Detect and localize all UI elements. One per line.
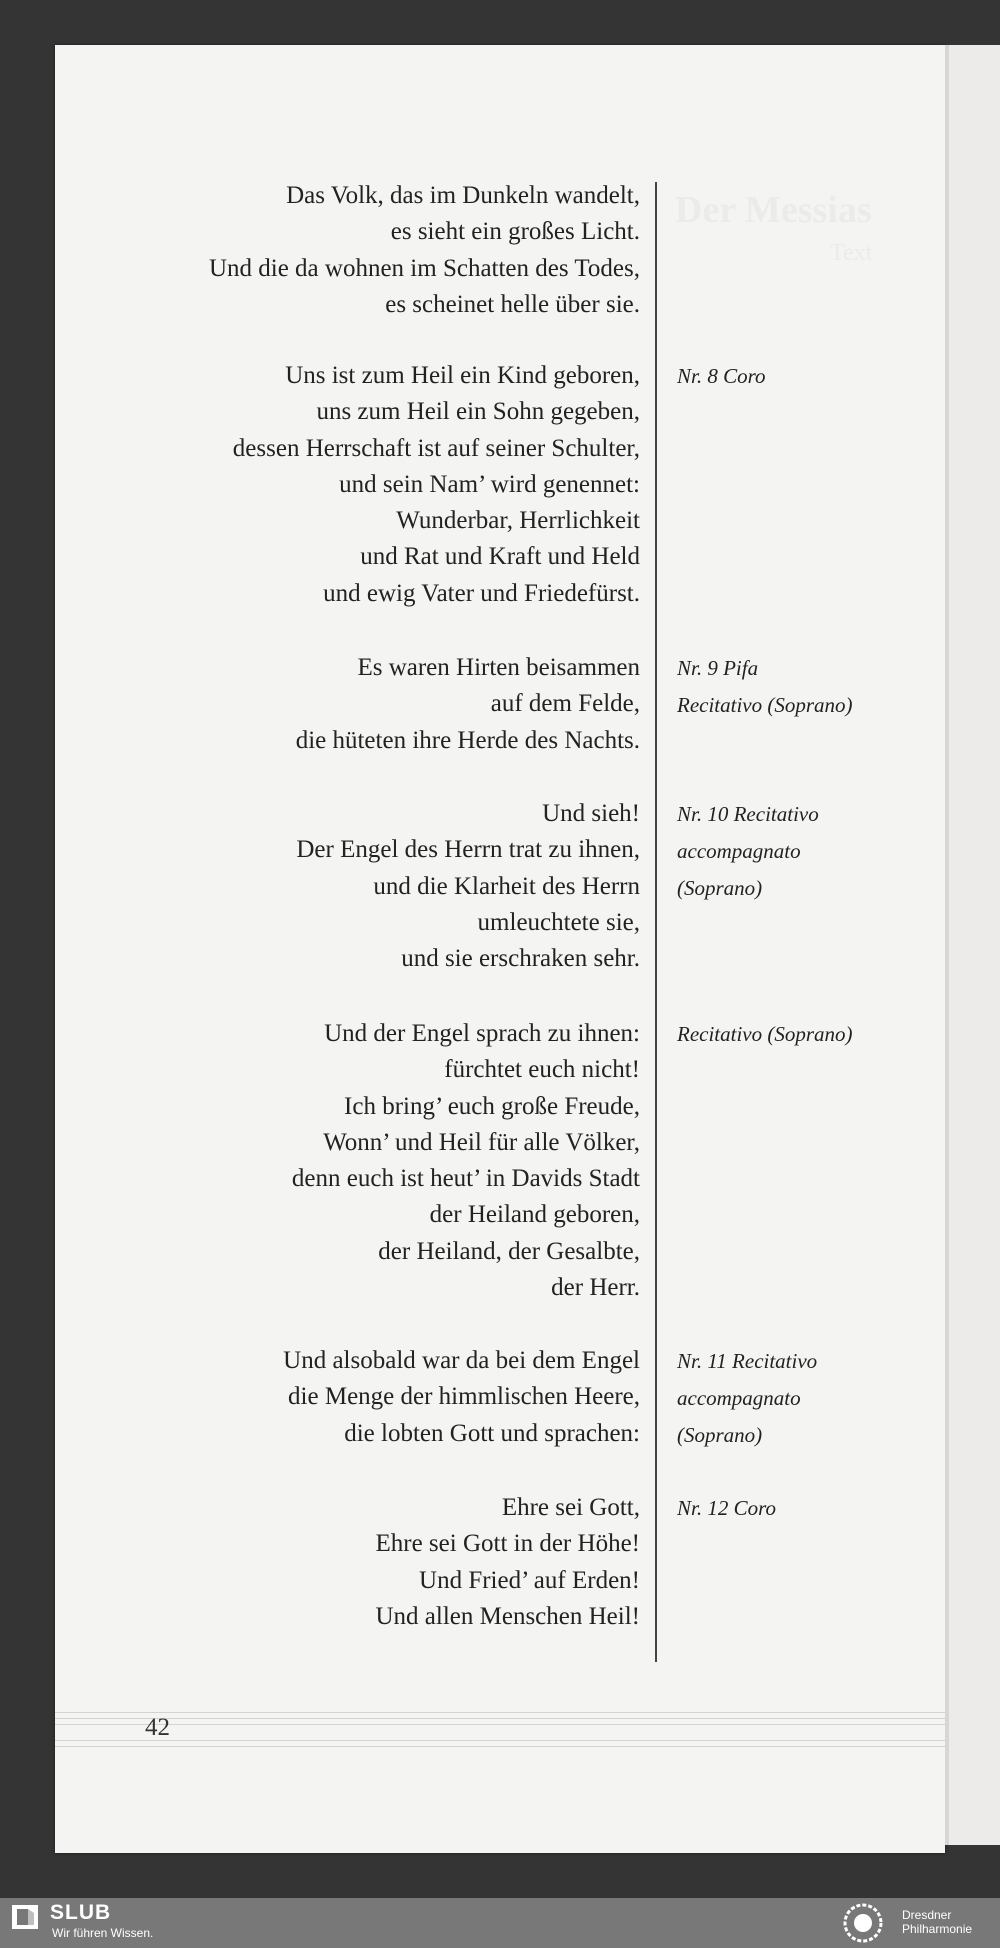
staff-line [55, 1746, 945, 1747]
adjacent-page-edge [945, 45, 1000, 1845]
stanza-4 [120, 796, 640, 977]
lyric-line: und Rat und Kraft und Held [360, 543, 640, 571]
column-divider [655, 182, 657, 1662]
lyric-line: Ehre sei Gott in der Höhe! [375, 1530, 640, 1558]
lyric-line: Wunderbar, Herrlichkeit [396, 507, 640, 535]
lyric-line: es scheinet helle über sie. [385, 290, 640, 318]
lyric-line: Ich bring’ euch große Freude, [344, 1092, 640, 1120]
annotation-line: (Soprano) [677, 876, 763, 900]
slub-logo-icon [12, 1905, 38, 1929]
annotation-line: Recitativo (Soprano) [677, 1022, 853, 1046]
philharmonie-text [902, 1908, 972, 1936]
annotation-nr9 [677, 650, 907, 724]
lyric-line: Der Engel des Herrn trat zu ihnen, [296, 836, 640, 864]
lyric-line: der Herr. [551, 1274, 640, 1302]
annotation-nr11 [677, 1343, 907, 1454]
lyric-line: und sie erschraken sehr. [401, 945, 640, 973]
lyric-line: die hüteten ihre Herde des Nachts. [295, 726, 640, 754]
staff-line [55, 1740, 945, 1741]
page-fold [945, 45, 949, 1845]
annotation-nr8 [677, 358, 907, 395]
philharmonie-logo-icon [843, 1903, 883, 1943]
annotation-line: Nr. 11 Recitativo [677, 1349, 818, 1373]
lyric-line: Und alsobald war da bei dem Engel [283, 1347, 640, 1374]
staff-line [55, 1718, 945, 1719]
lyric-line: Wonn’ und Heil für alle Völker, [323, 1128, 640, 1156]
philharmonie-line-2: Philharmonie [902, 1922, 973, 1936]
philharmonie-line-1: Dresdner [902, 1908, 952, 1922]
lyric-line: und sein Nam’ wird genennet: [339, 470, 640, 498]
bleed-through-title: Der Messias [675, 189, 872, 231]
lyric-line: uns zum Heil ein Sohn gegeben, [316, 398, 640, 426]
annotation-line: accompagnato [677, 839, 801, 863]
lyric-line: Und der Engel sprach zu ihnen: [324, 1020, 640, 1047]
stanza-2 [120, 358, 640, 612]
stanza-3 [120, 650, 640, 759]
lyric-line: Und die da wohnen im Schatten des Todes, [208, 254, 640, 282]
lyric-line: Uns ist zum Heil ein Kind geboren, [285, 362, 640, 389]
stanza-5 [120, 1016, 640, 1306]
annotation-nr10 [677, 796, 907, 907]
stanza-7 [120, 1490, 640, 1635]
staff-line [55, 1712, 945, 1713]
slub-slogan: Wir führen Wissen. [52, 1926, 154, 1940]
lyric-line: umleuchtete sie, [477, 908, 640, 936]
lyric-line: Es waren Hirten beisammen [357, 654, 640, 681]
staff-line [55, 1724, 945, 1725]
lyric-line: und ewig Vater und Friedefürst. [323, 579, 640, 607]
lyric-line: Und allen Menschen Heil! [375, 1602, 640, 1630]
annotation-line: Nr. 9 Pifa [677, 656, 759, 680]
lyric-line: der Heiland geboren, [429, 1201, 640, 1229]
lyric-line: der Heiland, der Gesalbte, [378, 1237, 640, 1265]
slub-name: SLUB [50, 1901, 112, 1924]
annotation-line: Nr. 8 Coro [677, 364, 766, 388]
stanza-1 [120, 178, 640, 323]
lyric-line: Das Volk, das im Dunkeln wandelt, [286, 182, 640, 209]
page-number: 42 [145, 1714, 170, 1741]
lyric-line: und die Klarheit des Herrn [373, 872, 640, 900]
lyric-line: Und sieh! [542, 800, 640, 827]
annotation-line: (Soprano) [677, 1423, 763, 1447]
lyric-line: Und Fried’ auf Erden! [419, 1566, 640, 1594]
lyric-line: auf dem Felde, [490, 690, 640, 718]
bleed-through-subtitle: Text [830, 240, 873, 266]
lyric-line: die Menge der himmlischen Heere, [288, 1383, 640, 1411]
lyric-line: die lobten Gott und sprachen: [344, 1419, 640, 1447]
annotation-recitativo [677, 1016, 907, 1053]
annotation-line: Nr. 10 Recitativo [677, 802, 819, 826]
lyric-line: denn euch ist heut’ in Davids Stadt [291, 1165, 640, 1193]
annotation-line: Nr. 12 Coro [677, 1496, 777, 1520]
lyric-line: dessen Herrschaft ist auf seiner Schulter, [232, 434, 640, 462]
lyric-line: Ehre sei Gott, [501, 1494, 640, 1521]
annotation-line: Recitativo (Soprano) [677, 693, 853, 717]
lyric-line: fürchtet euch nicht! [444, 1056, 640, 1084]
stanza-6 [120, 1343, 640, 1452]
annotation-line: accompagnato [677, 1386, 801, 1410]
footer-bar [0, 1898, 1000, 1948]
lyric-line: es sieht ein großes Licht. [390, 218, 640, 246]
annotation-nr12 [677, 1490, 907, 1527]
